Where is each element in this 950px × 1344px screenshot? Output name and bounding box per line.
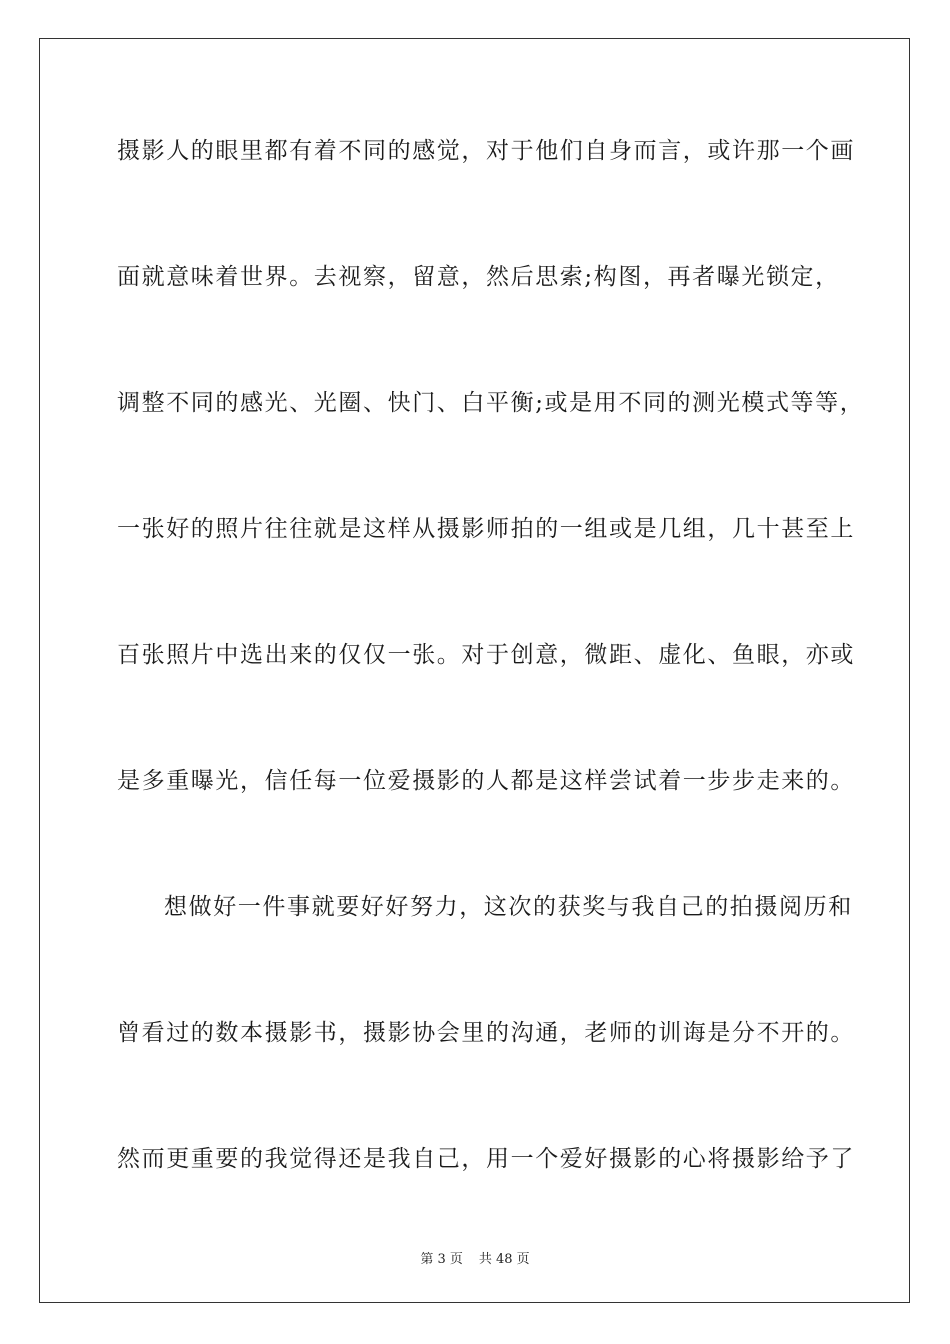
line-gap: [117, 813, 847, 876]
line-gap: [117, 939, 847, 1002]
text-line: 摄影人的眼里都有着不同的感觉，对于他们自身而言，或许那一个画: [117, 138, 855, 164]
text-line: 百张照片中选出来的仅仅一张。对于创意，微距、虚化、鱼眼，亦或: [117, 642, 855, 668]
page-footer: [0, 1248, 950, 1267]
text-line: 调整不同的感光、光圈、快门、白平衡;或是用不同的测光模式等等，: [117, 390, 865, 416]
line-gap: [117, 435, 847, 498]
line-gap: [117, 309, 847, 372]
text-line: 然而更重要的我觉得还是我自己，用一个爱好摄影的心将摄影给予了: [117, 1146, 855, 1172]
line-gap: [117, 183, 847, 246]
text-line: 一张好的照片往往就是这样从摄影师拍的一组或是几组，几十甚至上: [117, 516, 855, 542]
line-gap: [117, 1065, 847, 1128]
text-line: 曾看过的数本摄影书，摄影协会里的沟通，老师的训诲是分不开的。: [117, 1020, 855, 1046]
line-gap: [117, 561, 847, 624]
paragraph-start-line: 想做好一件事就要好好努力，这次的获奖与我自己的拍摄阅历和: [164, 894, 853, 920]
page-number: 第 3 页: [420, 1252, 463, 1267]
text-line: 面就意味着世界。去视察，留意，然后思索;构图，再者曝光锁定，: [117, 264, 840, 290]
text-line: 是多重曝光，信任每一位爱摄影的人都是这样尝试着一步步走来的。: [117, 768, 855, 794]
document-body: [117, 120, 865, 1191]
page-total: 共 48 页: [478, 1252, 530, 1267]
line-gap: [117, 687, 847, 750]
